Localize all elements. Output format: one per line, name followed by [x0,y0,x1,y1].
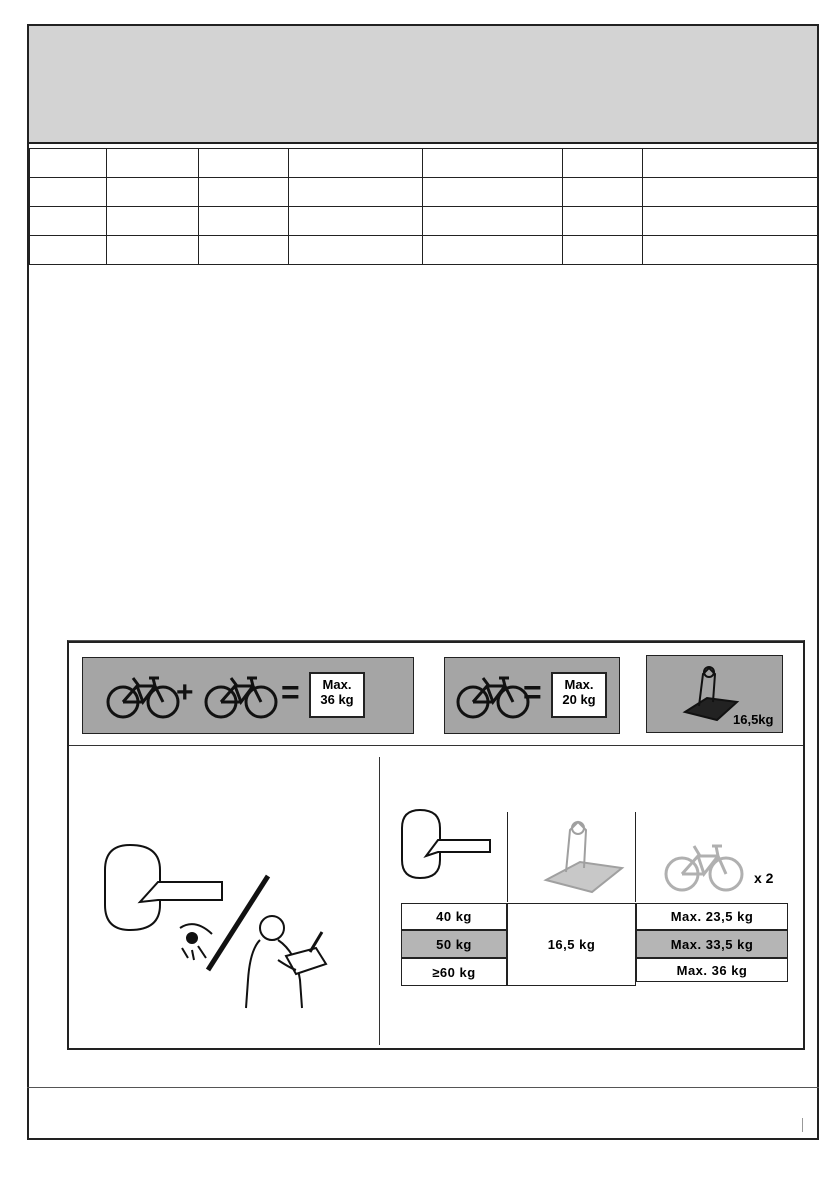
footer-tick [802,1118,803,1132]
two-bikes-box [82,657,414,734]
max-weight-one-bike [551,672,607,718]
carrier-weight-box [646,655,783,733]
grid-cell [199,178,289,207]
grid-cell [199,236,289,265]
equals-symbol: = [281,674,300,710]
load-cell-row1: 40 kg [401,903,507,930]
grid-cell [563,207,643,236]
grid-cell [199,207,289,236]
bikes-max-row1: Max. 23,5 kg [636,903,788,930]
plus-symbol: + [176,676,194,709]
grid-cell [289,178,423,207]
grid-cell [30,178,107,207]
grid-row [30,236,818,265]
grid-cell [289,207,423,236]
bike-multiplier: x 2 [754,870,774,886]
footer-divider [27,1087,819,1088]
table-column-divider [635,812,636,902]
grid-cell [643,149,818,178]
grid-cell [423,178,563,207]
max-value: 36 kg [320,692,354,707]
grid-cell [107,236,199,265]
grid-row [30,149,818,178]
info-grid [29,148,818,265]
grid-cell [423,236,563,265]
grid-row [30,207,818,236]
grid-cell [563,149,643,178]
equals-symbol: = [523,674,542,710]
grid-cell [643,178,818,207]
inspection-illustration [100,840,345,1010]
max-value: 20 kg [562,692,596,707]
max-label: Max. [322,677,352,692]
grid-cell [30,207,107,236]
grid-cell [199,149,289,178]
grid-cell [289,149,423,178]
grid-cell [289,236,423,265]
bike-carrier-icon [540,818,630,896]
panel-divider-vertical [379,757,380,1045]
bike-icon [662,838,752,898]
bikes-max-row3: Max. 36 kg [636,958,788,982]
info-symbol-icon [400,808,495,883]
grid-cell [643,207,818,236]
header-band [29,26,817,144]
panel-divider-horizontal [69,745,803,746]
grid-cell [107,149,199,178]
grid-cell [30,149,107,178]
carrier-weight-cell: 16,5 kg [507,903,636,986]
grid-cell [30,236,107,265]
panel-top-border [67,641,805,643]
one-bike-box [444,657,620,734]
grid-cell [563,178,643,207]
load-cell-row2: 50 kg [401,930,507,958]
grid-cell [107,178,199,207]
grid-cell [423,149,563,178]
load-cell-row3: ≥60 kg [401,958,507,986]
grid-cell [563,236,643,265]
carrier-weight: 16,5kg [733,712,774,727]
grid-row [30,178,818,207]
grid-cell [643,236,818,265]
bikes-max-row2: Max. 33,5 kg [636,930,788,958]
max-label: Max. [564,677,594,692]
grid-cell [107,207,199,236]
table-column-divider [507,812,508,902]
max-weight-two-bikes [309,672,365,718]
grid-cell [423,207,563,236]
